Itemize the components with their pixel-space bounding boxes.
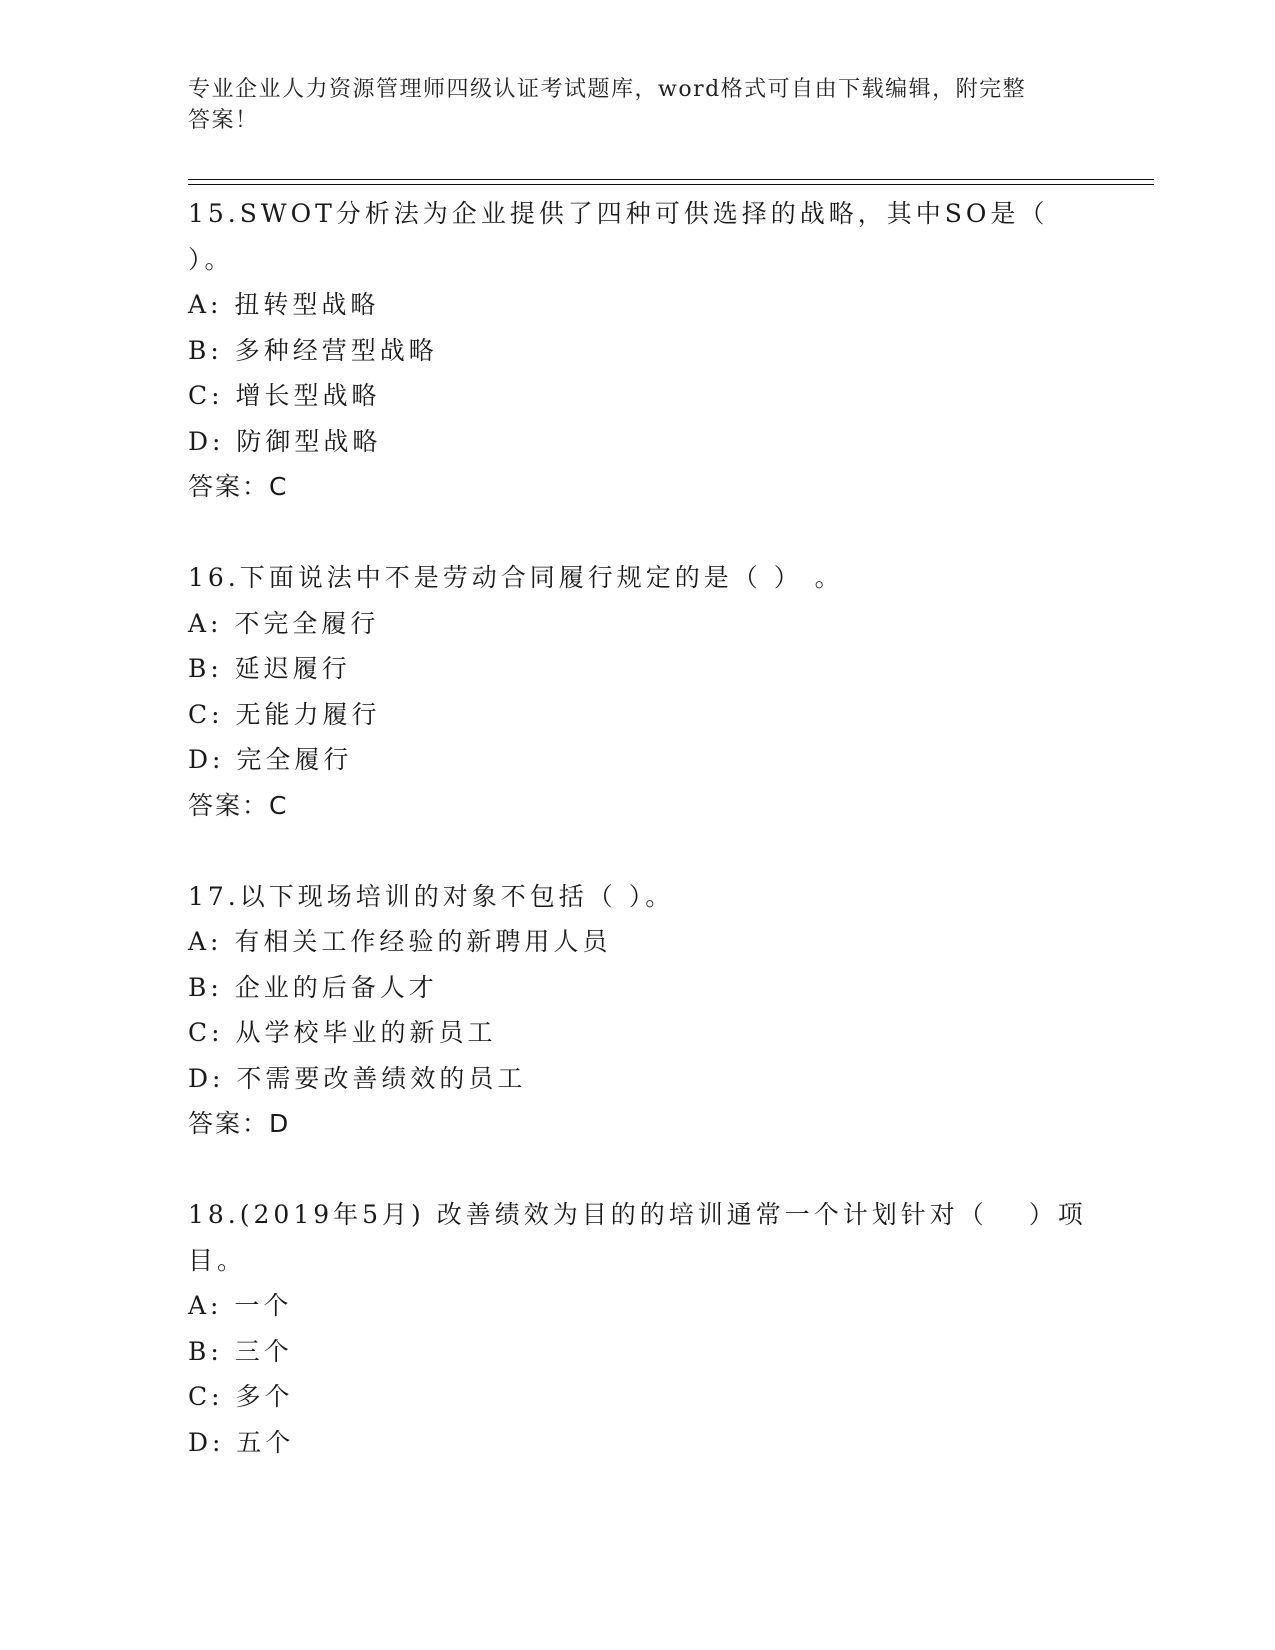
question-stem: 17.以下现场培训的对象不包括（ ）。	[188, 881, 675, 911]
header-line-1: 专业企业人力资源管理师四级认证考试题库，word格式可自由下载编辑，附完整	[188, 77, 1027, 102]
option-c: C: 增长型战略	[188, 381, 381, 410]
option-c: C: 无能力履行	[188, 699, 381, 729]
question-15	[188, 191, 1108, 510]
option-b: B: 企业的后备人才	[188, 972, 438, 1002]
question-spacer	[188, 1147, 1108, 1193]
question-stem-continued: ）。	[188, 244, 234, 274]
question-stem-continued: 目。	[188, 1245, 247, 1275]
option-d: D: 防御型战略	[188, 426, 382, 456]
question-spacer	[188, 828, 1108, 874]
answer: 答案：C	[188, 790, 289, 820]
question-16	[188, 555, 1108, 828]
option-a: A: 有相关工作经验的新聘用人员	[188, 927, 612, 956]
option-c: C: 从学校毕业的新员工	[188, 1018, 497, 1047]
question-spacer	[188, 510, 1108, 556]
option-a: A: 不完全履行	[188, 608, 380, 638]
option-d: D: 五个	[188, 1427, 295, 1457]
header-divider-top	[188, 179, 1154, 180]
question-stem: 18.(2019年5月) 改善绩效为目的的培训通常一个计划针对（ ）项	[188, 1200, 1087, 1229]
header-divider-bottom	[188, 184, 1154, 185]
document-header	[188, 74, 1068, 136]
option-d: D: 不需要改善绩效的员工	[188, 1063, 527, 1093]
option-b: B: 三个	[188, 1336, 293, 1366]
option-d: D: 完全履行	[188, 745, 353, 774]
question-list	[188, 191, 1108, 1465]
option-b: B: 延迟履行	[188, 654, 351, 683]
option-b: B: 多种经营型战略	[188, 335, 438, 365]
question-stem: 15.SWOT分析法为企业提供了四种可供选择的战略，其中SO是（	[188, 199, 1049, 228]
option-c: C: 多个	[188, 1382, 294, 1411]
question-stem: 16.下面说法中不是劳动合同履行规定的是（ ） 。	[188, 563, 844, 592]
option-a: A: 一个	[188, 1291, 293, 1320]
question-17	[188, 874, 1108, 1147]
question-18	[188, 1192, 1108, 1465]
header-line-2: 答案！	[188, 108, 259, 133]
answer: 答案：C	[188, 472, 289, 501]
option-a: A: 扭转型战略	[188, 290, 380, 319]
answer: 答案：D	[188, 1109, 291, 1138]
